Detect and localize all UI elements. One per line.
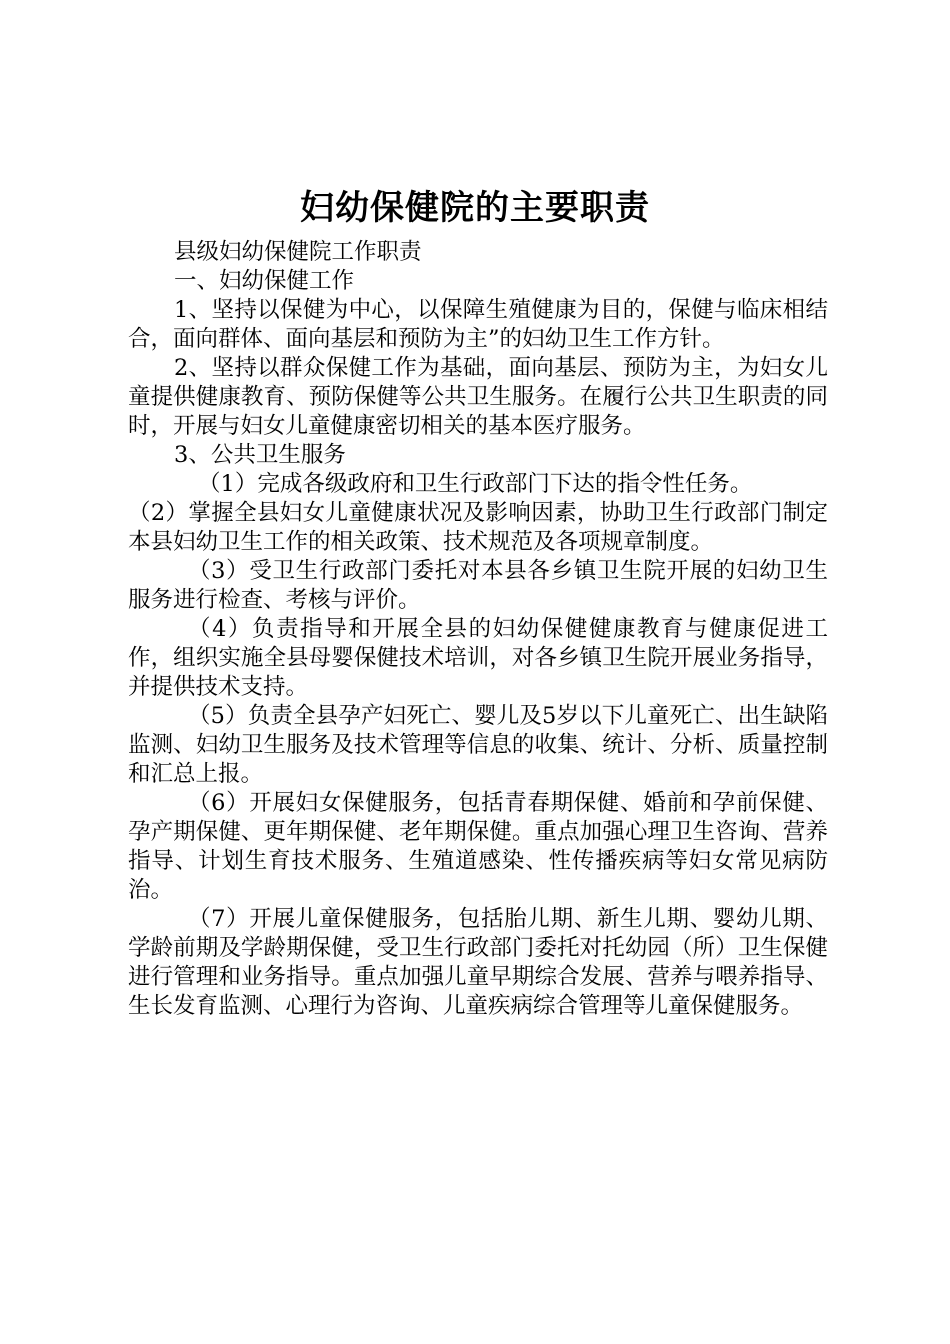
document-body: [128, 238, 828, 1021]
paragraph-section-heading: 一、妇幼保健工作: [174, 268, 355, 294]
document-title: 妇幼保健院的主要职责: [300, 188, 650, 228]
paragraph-item-3: 3、公共卫生服务: [174, 442, 346, 468]
paragraph-subitem-5: （5）负责全县孕产妇死亡、婴儿及5岁以下儿童死亡、出生缺陷监测、妇幼卫生服务及技术管理等信息的收集、统计、分析、质量控制和汇总上报。: [128, 703, 828, 787]
paragraph-subitem-3: （3）受卫生行政部门委托对本县各乡镇卫生院开展的妇幼卫生服务进行检查、考核与评价。: [128, 558, 828, 613]
paragraph-subitem-6: （6）开展妇女保健服务，包括青春期保健、婚前和孕前保健、孕产期保健、更年期保健、老年期保健。重点加强心理卫生咨询、营养指导、计划生育技术服务、生殖道感染、性传播疾病等妇女常见病防治。: [128, 790, 828, 903]
paragraph-item-1: 1、坚持以保健为中心，以保障生殖健康为目的，保健与临床相结合，面向群体、面向基层和预防为主”的妇幼卫生工作方针。: [128, 297, 828, 352]
paragraph-subitem-2: （2）掌握全县妇女儿童健康状况及影响因素，协助卫生行政部门制定本县妇幼卫生工作的相关政策、技术规范及各项规章制度。: [128, 500, 828, 555]
paragraph-subitem-4: （4）负责指导和开展全县的妇幼保健健康教育与健康促进工作，组织实施全县母婴保健技术培训，对各乡镇卫生院开展业务指导，并提供技术支持。: [128, 616, 828, 700]
paragraph-subitem-7: （7）开展儿童保健服务，包括胎儿期、新生儿期、婴幼儿期、学龄前期及学龄期保健，受卫生行政部门委托对托幼园（所）卫生保健进行管理和业务指导。重点加强儿童早期综合发展、营养与喂养指导、生长发育监测、心理行为咨询、儿童疾病综合管理等儿童保健服务。: [128, 906, 828, 1019]
paragraph-item-2: 2、坚持以群众保健工作为基础，面向基层、预防为主，为妇女儿童提供健康教育、预防保健等公共卫生服务。在履行公共卫生职责的同时，开展与妇女儿童健康密切相关的基本医疗服务。: [128, 355, 828, 439]
paragraph-subtitle: 县级妇幼保健院工作职责: [174, 239, 422, 265]
paragraph-subitem-1: （1）完成各级政府和卫生行政部门下达的指令性任务。: [198, 471, 753, 497]
